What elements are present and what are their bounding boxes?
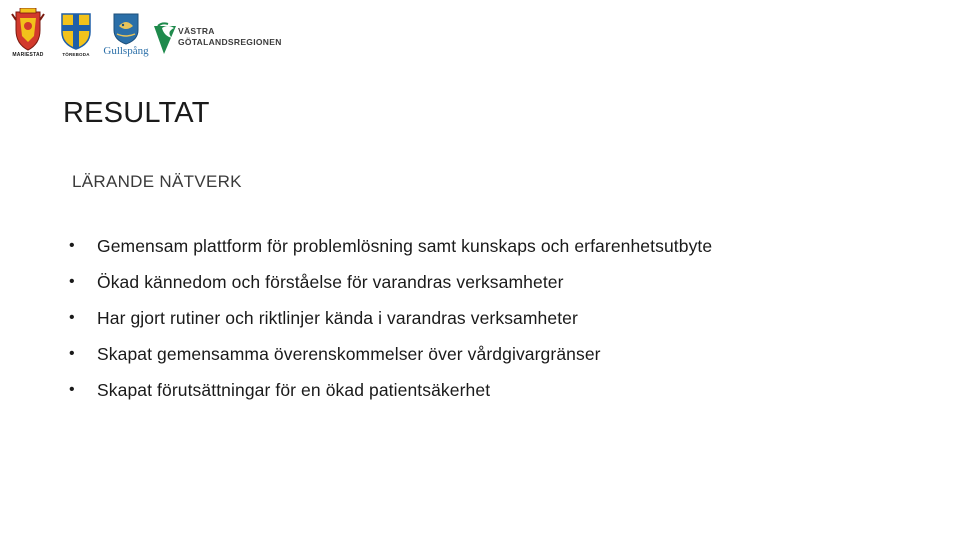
- bullet-item: [69, 264, 712, 300]
- bullet-dot: •: [69, 237, 75, 254]
- bullet-text: Ökad kännedom och förståelse för varandras verksamheter: [97, 271, 564, 292]
- mariestad-logo: [6, 8, 50, 60]
- mariestad-caption: MARIESTAD: [12, 52, 44, 58]
- vgr-mark-icon: [152, 22, 178, 58]
- toreboda-crest-icon: [60, 12, 92, 50]
- bullet-text: Har gjort rutiner och riktlinjer kända i varandras verksamheter: [97, 307, 578, 328]
- bullet-item: [69, 336, 712, 372]
- bullet-dot: •: [69, 273, 75, 290]
- bullet-item: [69, 228, 712, 264]
- toreboda-logo: [60, 12, 92, 60]
- bullet-text: Skapat gemensamma överenskommelser över vårdgivargränser: [97, 343, 601, 364]
- bullet-dot: •: [69, 309, 75, 326]
- gullspang-caption: Gullspång: [103, 45, 149, 57]
- bullet-dot: •: [69, 381, 75, 398]
- slide-subtitle: LÄRANDE NÄTVERK: [72, 172, 242, 191]
- bullet-text: Skapat förutsättningar för en ökad patientsäkerhet: [97, 379, 491, 400]
- vgr-line-1: VÄSTRA: [178, 26, 215, 36]
- vgr-logo: [152, 20, 322, 60]
- mariestad-crest-icon: [6, 8, 50, 52]
- gullspang-logo: [99, 12, 153, 58]
- logo-bar: [0, 0, 960, 70]
- slide-title: RESULTAT: [63, 97, 210, 129]
- bullet-text: Gemensam plattform för problemlösning samt kunskaps och erfarenhetsutbyte: [97, 235, 713, 256]
- vgr-line-2: GÖTALANDSREGIONEN: [178, 37, 282, 47]
- vgr-wordmark: [178, 26, 282, 48]
- bullet-item: [69, 372, 712, 408]
- gullspang-crest-icon: [99, 12, 153, 46]
- toreboda-caption: TÖREBODA: [62, 52, 90, 57]
- bullet-item: [69, 300, 712, 336]
- bullet-list: [69, 228, 712, 408]
- bullet-dot: •: [69, 345, 75, 362]
